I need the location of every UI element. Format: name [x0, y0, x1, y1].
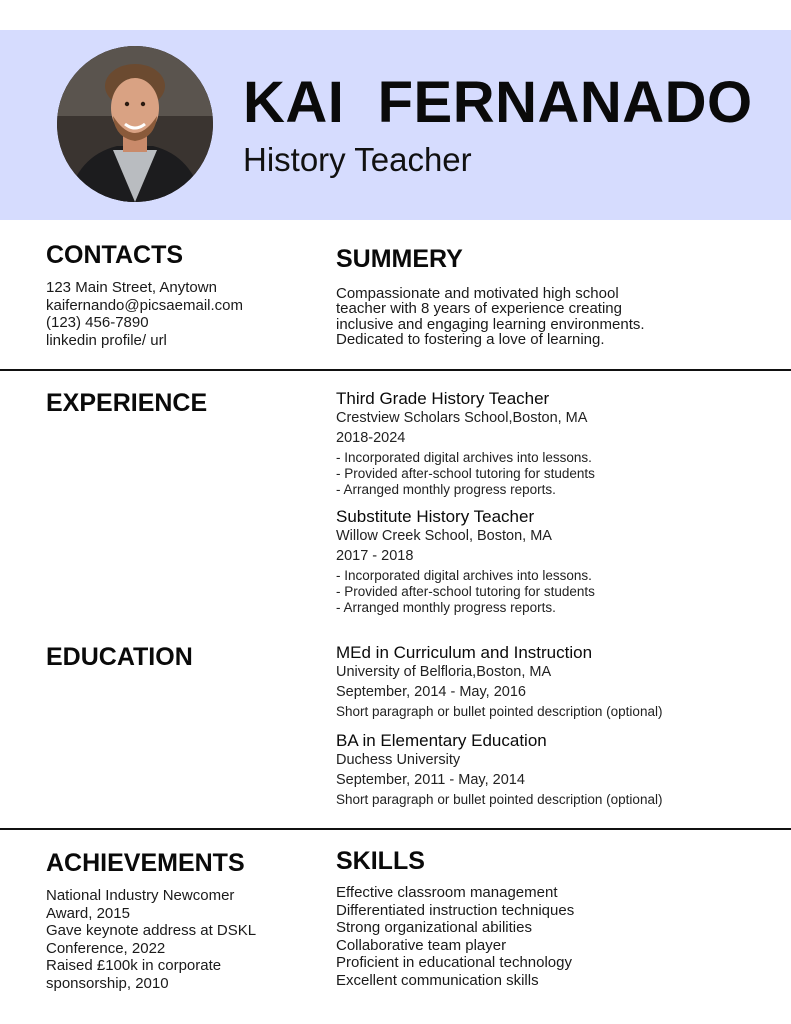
candidate-name: KAI FERNANADO — [243, 70, 753, 135]
contacts-list — [46, 279, 243, 349]
job-entry — [336, 389, 756, 499]
achievement-line: Raised £100k in corporate — [46, 957, 222, 975]
degree-entry — [336, 643, 756, 722]
job-bullet: - Arranged monthly progress reports. — [336, 600, 556, 616]
section-divider — [0, 828, 791, 830]
skills-list — [336, 884, 574, 990]
skill-item: Effective classroom management — [336, 884, 558, 901]
degree-description: Short paragraph or bullet pointed description (optional) — [336, 704, 663, 719]
summary-line: Dedicated to fostering a love of learning. — [336, 331, 605, 349]
contact-linkedin: linkedin profile/ url — [46, 331, 167, 349]
achievement-line: Gave keynote address at DSKL — [46, 922, 257, 940]
skill-item: Collaborative team player — [336, 936, 507, 954]
achievements-list — [46, 887, 256, 993]
summary-heading: SUMMERY — [336, 245, 463, 273]
job-entry — [336, 507, 756, 617]
header-banner — [0, 30, 791, 220]
job-bullets — [336, 568, 756, 617]
degree-title: MEd in Curriculum and Instruction — [336, 643, 593, 662]
job-title: History Teacher — [243, 141, 472, 178]
skill-item: Differentiated instruction techniques — [336, 901, 575, 919]
section-divider — [0, 369, 791, 371]
skill-item: Strong organizational abilities — [336, 919, 532, 937]
degree-entry — [336, 731, 756, 810]
contact-address: 123 Main Street, Anytown — [46, 279, 217, 296]
contacts-heading: CONTACTS — [46, 241, 184, 269]
achievement-line: Conference, 2022 — [46, 939, 166, 957]
skill-item: Proficient in educational technology — [336, 954, 572, 972]
degree-description: Short paragraph or bullet pointed description (optional) — [336, 792, 663, 807]
job-dates: 2018-2024 — [336, 429, 406, 446]
skill-item: Excellent communication skills — [336, 971, 539, 989]
education-heading: EDUCATION — [46, 643, 193, 671]
summary-text — [336, 286, 756, 348]
contact-phone: (123) 456-7890 — [46, 314, 149, 332]
job-bullet: - Arranged monthly progress reports. — [336, 482, 556, 498]
profile-photo-icon — [57, 46, 213, 202]
job-org: Willow Creek School, Boston, MA — [336, 528, 552, 544]
job-org: Crestview Scholars School,Boston, MA — [336, 410, 588, 426]
job-title-text: Substitute History Teacher — [336, 507, 535, 526]
experience-heading: EXPERIENCE — [46, 389, 208, 417]
achievement-line: Award, 2015 — [46, 904, 130, 922]
degree-title: BA in Elementary Education — [336, 731, 547, 750]
degree-school: Duchess University — [336, 752, 461, 768]
job-bullet: - Incorporated digital archives into lessons. — [336, 450, 592, 465]
avatar — [57, 46, 213, 202]
degree-dates: September, 2011 - May, 2014 — [336, 771, 525, 788]
achievement-line: National Industry Newcomer — [46, 887, 235, 904]
job-bullet: - Provided after-school tutoring for students — [336, 466, 595, 482]
job-bullets — [336, 450, 756, 499]
job-dates: 2017 - 2018 — [336, 547, 414, 564]
degree-school: University of Belfloria,Boston, MA — [336, 664, 552, 680]
degree-dates: September, 2014 - May, 2016 — [336, 683, 526, 700]
summary-line: teacher with 8 years of experience creating — [336, 300, 622, 318]
contact-email: kaifernando@picsaemail.com — [46, 296, 243, 314]
job-bullet: - Incorporated digital archives into lessons. — [336, 568, 592, 583]
achievement-line: sponsorship, 2010 — [46, 974, 169, 992]
skills-heading: SKILLS — [336, 847, 425, 875]
job-title-text: Third Grade History Teacher — [336, 389, 550, 408]
summary-line: Compassionate and motivated high school — [336, 285, 619, 302]
job-bullet: - Provided after-school tutoring for students — [336, 584, 595, 600]
achievements-heading: ACHIEVEMENTS — [46, 849, 245, 877]
summary-line: inclusive and engaging learning environments. — [336, 315, 645, 333]
